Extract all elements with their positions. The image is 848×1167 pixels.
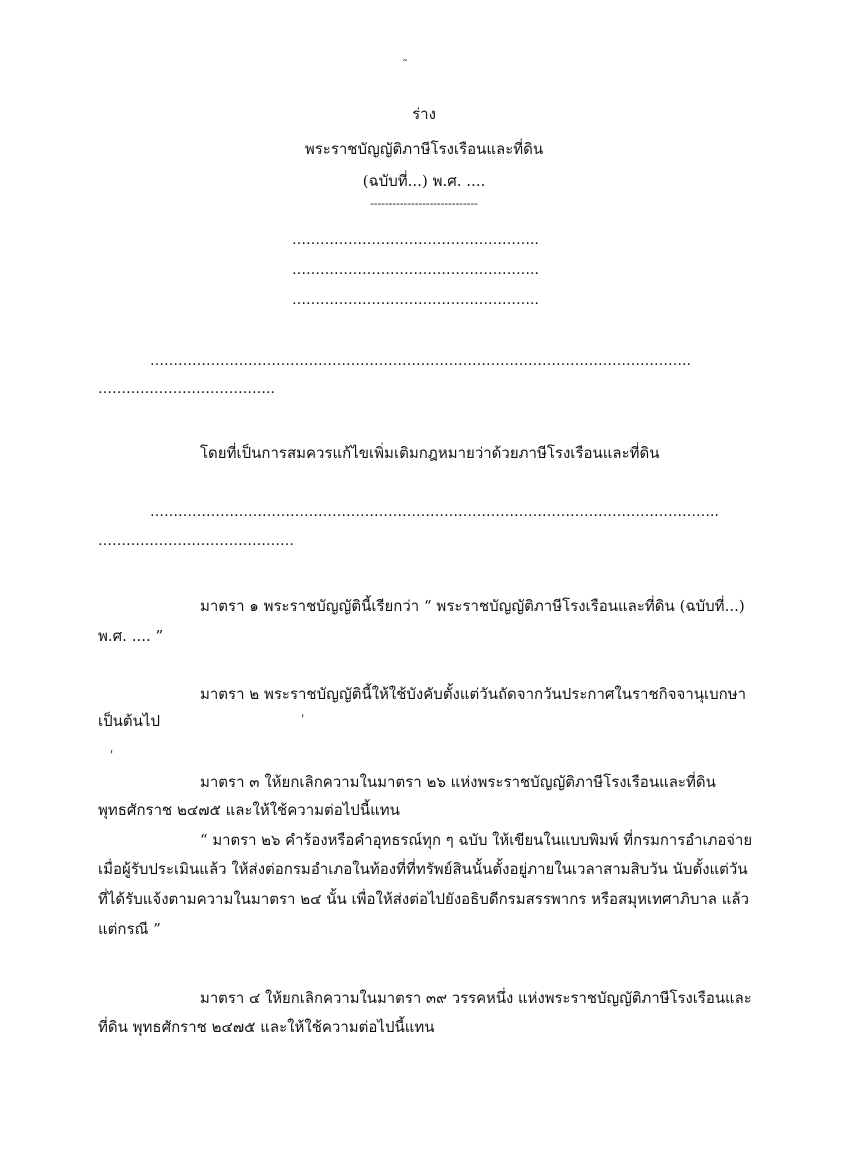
section-4-text: มาตรา ๔ ให้ยกเลิกความในมาตรา ๓๙ วรรคหนึ่ง แห่งพระราชบัญญัติภาษีโรงเรือนและ bbox=[200, 989, 752, 1007]
section-3-text: มาตรา ๓ ให้ยกเลิกความในมาตรา ๒๖ แห่งพระราชบัญญัติภาษีโรงเรือนและที่ดิน bbox=[200, 773, 716, 791]
draft-label: ร่าง bbox=[412, 105, 436, 123]
act-edition: (ฉบับที่...) พ.ศ. .... bbox=[362, 172, 486, 190]
scan-speck: ' bbox=[110, 748, 114, 762]
preface-blank-line: …………………………………………….. bbox=[292, 262, 539, 278]
quoted-section-26-line: แต่กรณี ” bbox=[98, 920, 161, 938]
preface-blank-line: …………………………………………….. bbox=[292, 232, 539, 248]
section-1-text-cont: พ.ศ. .... ” bbox=[98, 627, 164, 645]
section-2-text: มาตรา ๒ พระราชบัญญัตินี้ให้ใช้บังคับตั้งแต่วันถัดจากวันประกาศในราชกิจจานุเบกษา bbox=[200, 685, 747, 703]
preamble-blank-line: ………………………………………………………………………………………………………….. bbox=[150, 504, 719, 520]
section-1-text: มาตรา ๑ พระราชบัญญัตินี้เรียกว่า “ พระราชบัญญัติภาษีโรงเรือนและที่ดิน (ฉบับที่...) bbox=[200, 597, 745, 615]
preamble-blank-line: ……………………………….. bbox=[98, 381, 275, 397]
quoted-section-26-line: เมื่อผู้รับประเมินแล้ว ให้ส่งต่อกรมอำเภอในท้องที่ที่ทรัพย์สินนั้นตั้งอยู่ภายในเวลาสามสิบวัน นับตั้งแต่วัน bbox=[98, 860, 748, 878]
scan-speck: ˜ bbox=[402, 58, 408, 72]
section-2-text-cont: เป็นต้นไป bbox=[98, 712, 160, 730]
preamble-blank-line: …………………………………………………………………………………………………….. bbox=[150, 353, 691, 369]
section-4-text-cont: ที่ดิน พุทธศักราช ๒๔๗๕ และให้ใช้ความต่อไปนี้แทน bbox=[98, 1018, 435, 1036]
title-rule: ----------------------------- bbox=[370, 197, 478, 210]
section-3-text-cont: พุทธศักราช ๒๔๗๕ และให้ใช้ความต่อไปนี้แทน bbox=[98, 801, 400, 819]
whereas-clause: โดยที่เป็นการสมควรแก้ไขเพิ่มเติมกฎหมายว่าด้วยภาษีโรงเรือนและที่ดิน bbox=[200, 444, 660, 462]
scan-speck: ' bbox=[301, 712, 305, 726]
quoted-section-26-line: “ มาตรา ๒๖ คำร้องหรือคำอุทธรณ์ทุก ๆ ฉบับ ให้เขียนในแบบพิมพ์ ที่กรมการอำเภอจ่าย bbox=[200, 831, 753, 849]
quoted-section-26-line: ที่ได้รับแจ้งตามความในมาตรา ๒๔ นั้น เพื่อให้ส่งต่อไปยังอธิบดีกรมสรรพากร หรือสมุหเทศาภิบาล แล้ว bbox=[98, 890, 750, 908]
act-title: พระราชบัญญัติภาษีโรงเรือนและที่ดิน bbox=[304, 140, 544, 158]
preface-blank-line: …………………………………………….. bbox=[292, 292, 539, 308]
preamble-blank-line: …………………………………… bbox=[98, 533, 294, 549]
